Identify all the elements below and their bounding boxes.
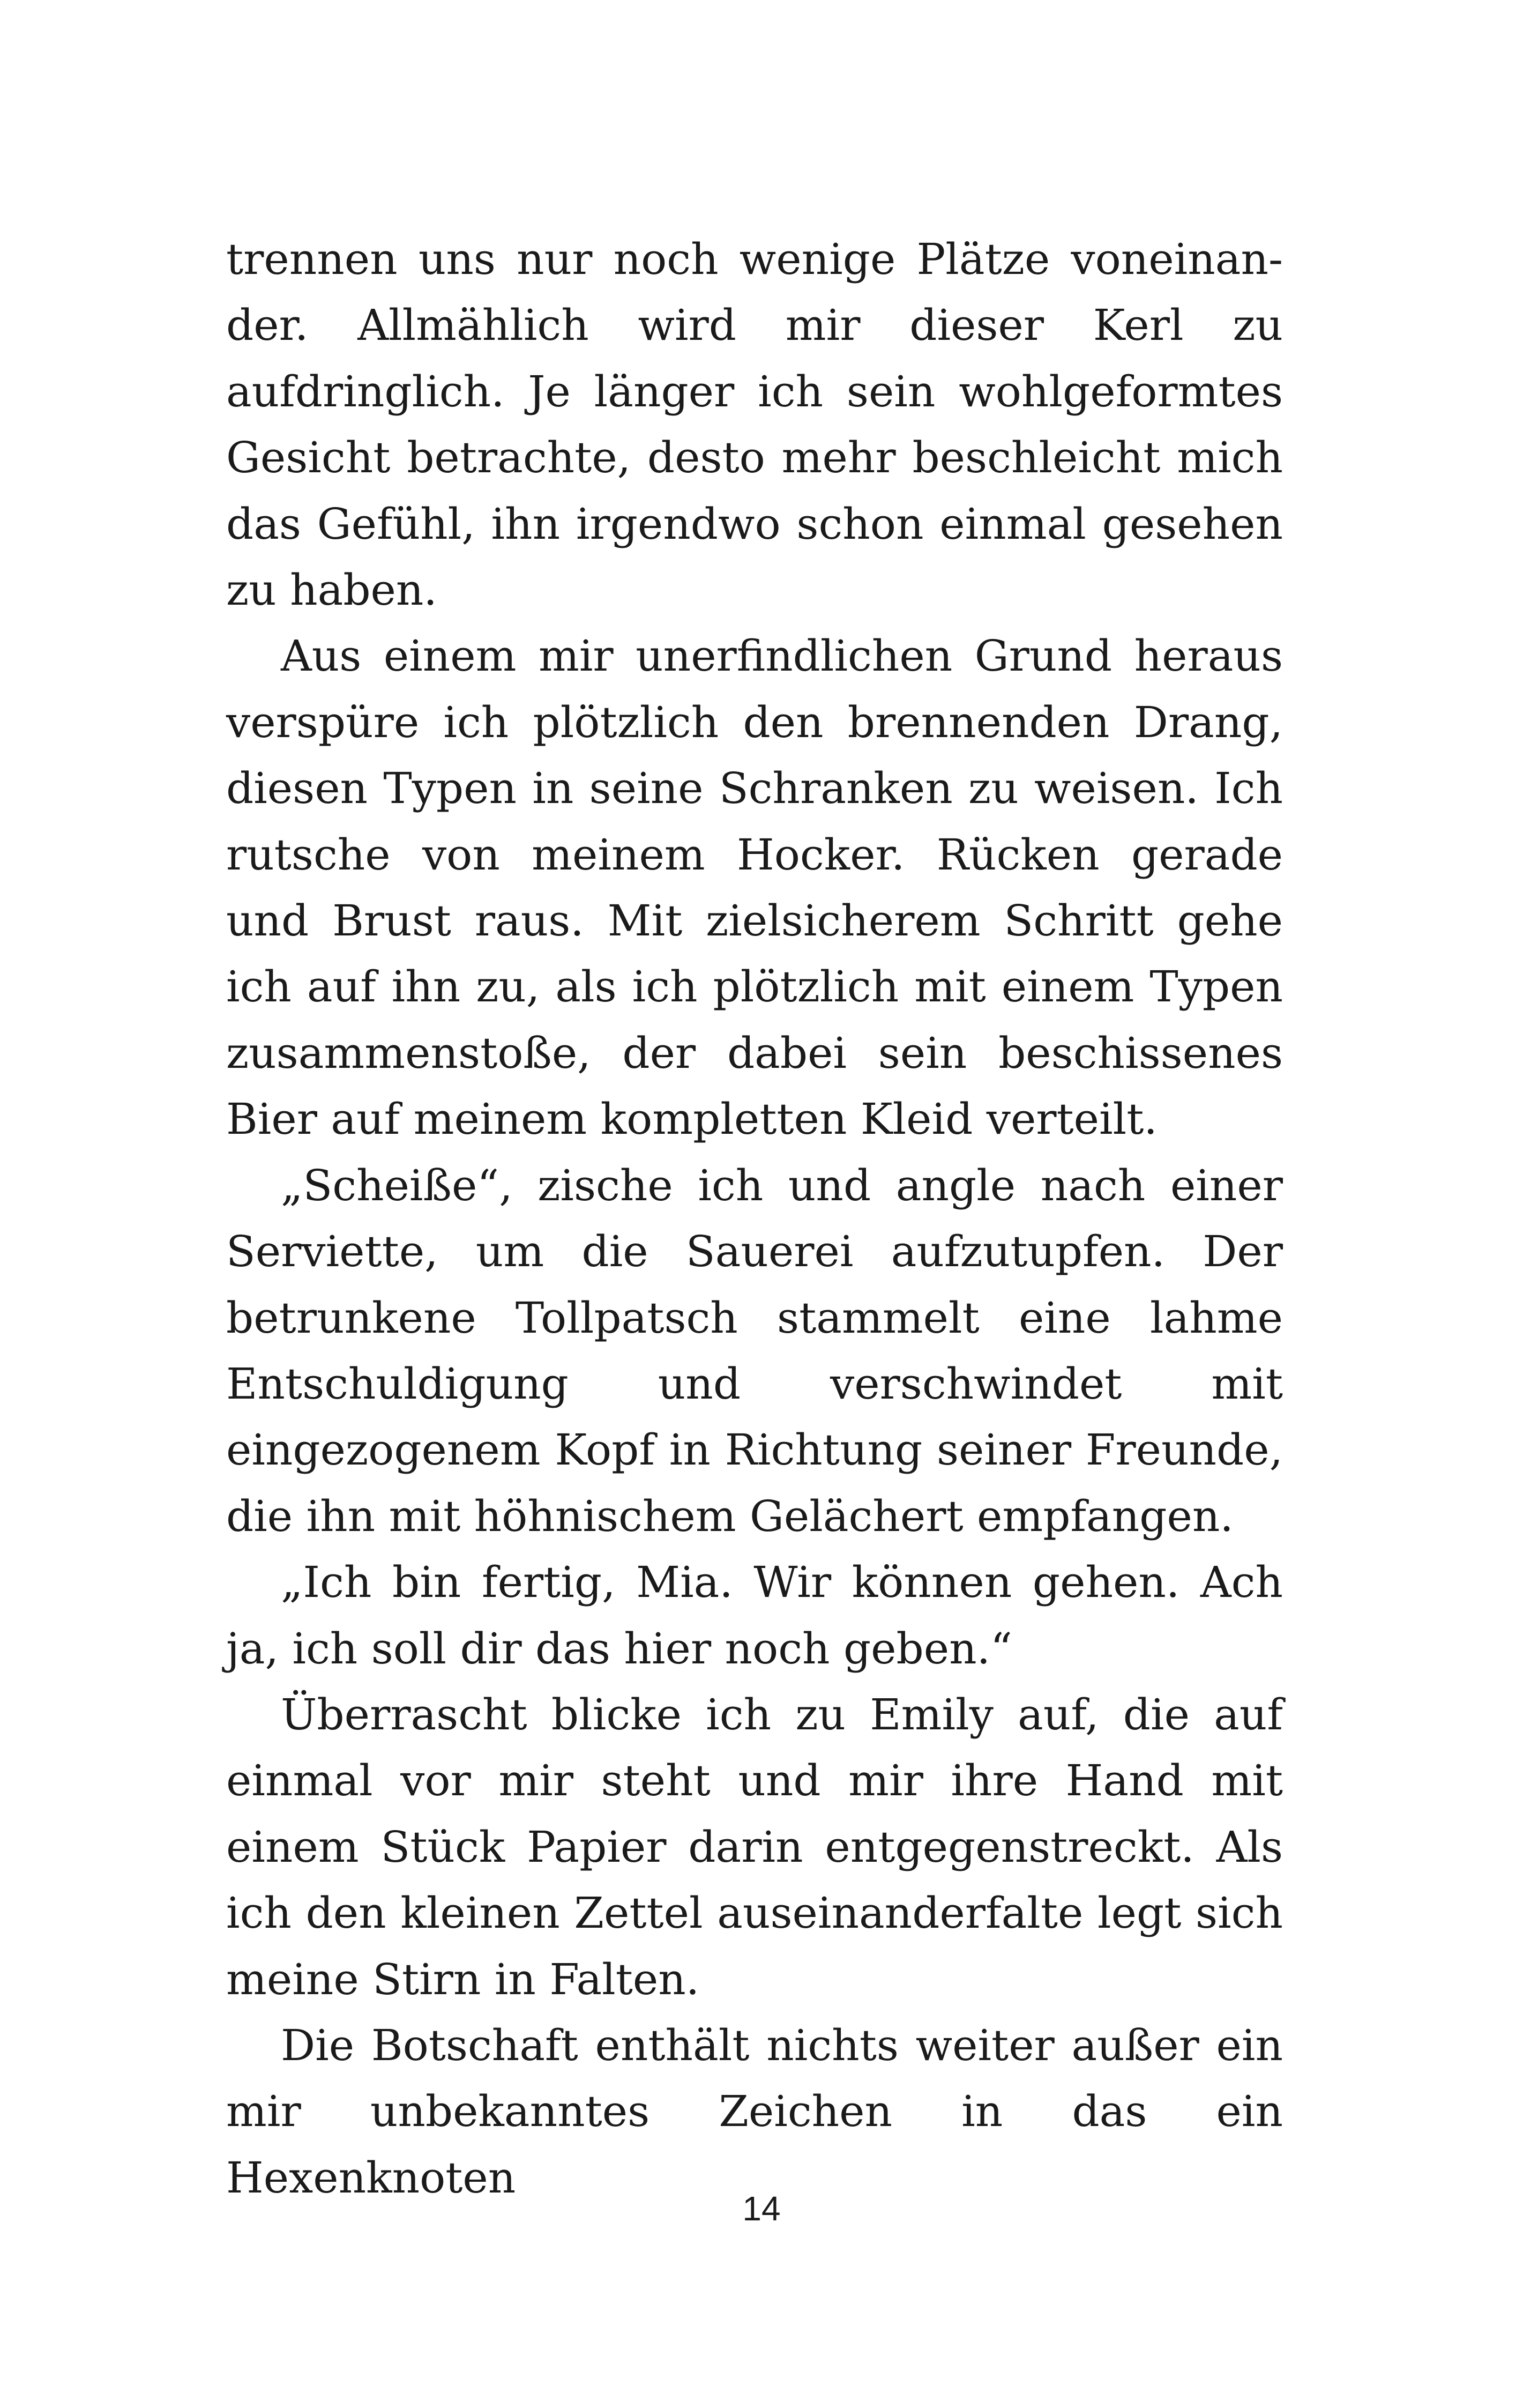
- paragraph-continuation: trennen uns nur noch wenige Plätze voneinander. Allmählich wird mir dieser Kerl zu aufdringlich. Je länger ich sein wohlgeformtes Gesicht betrachte, desto mehr beschleicht mich das Gefühl, ihn irgendwo schon einmal gesehen zu haben.: [226, 234, 1283, 615]
- body-text: [226, 226, 1283, 2211]
- paragraph: Die Botschaft enthält nichts weiter außer ein mir unbekanntes Zeichen in das ein Hexenknoten: [226, 2020, 1283, 2203]
- paragraph: „Ich bin fertig, Mia. Wir können gehen. Ach ja, ich soll dir das hier noch geben.“: [226, 1557, 1283, 1674]
- paragraph: „Scheiße“, zische ich und angle nach einer Serviette, um die Sauerei aufzutupfen. Der betrunkene Tollpatsch stammelt eine lahme Entschuldigung und verschwindet mit eingezogenem Kopf in Richtung seiner Freunde, die ihn mit höhnischem Gelächert empfangen.: [226, 1160, 1283, 1541]
- page-number: 14: [742, 2189, 781, 2228]
- paragraph: Aus einem mir unerfindlichen Grund heraus verspüre ich plötzlich den brennenden Drang, diesen Typen in seine Schranken zu weisen. Ich rutsche von meinem Hocker. Rücken gerade und Brust raus. Mit zielsicherem Schritt gehe ich auf ihn zu, als ich plötzlich mit einem Typen zusammenstoße, der dabei sein beschissenes Bier auf meinem kompletten Kleid verteilt.: [226, 631, 1283, 1144]
- paragraph: Überrascht blicke ich zu Emily auf, die auf einmal vor mir steht und mir ihre Hand mit einem Stück Papier darin entgegenstreckt. Als ich den kleinen Zettel auseinanderfalte legt sich meine Stirn in Falten.: [226, 1689, 1283, 2004]
